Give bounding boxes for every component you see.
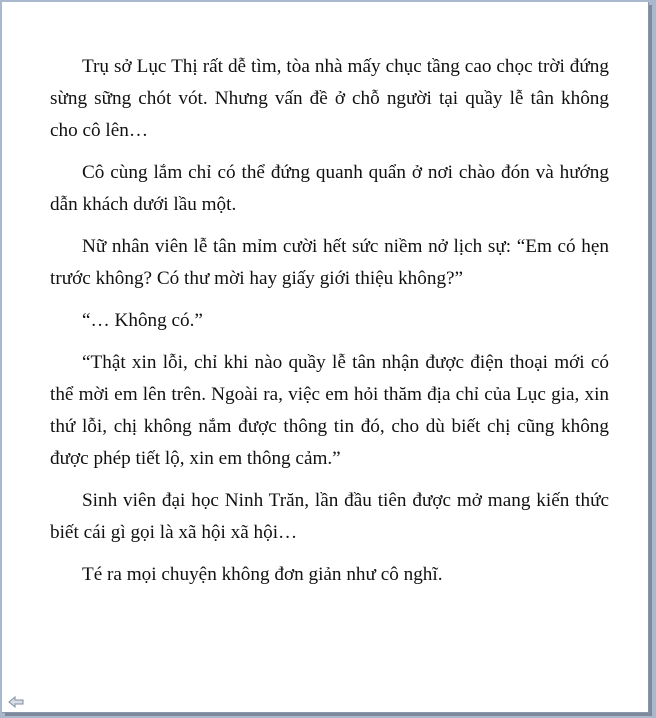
paragraph: Cô cùng lắm chỉ có thể đứng quanh quẩn ở nơi chào đón và hướng dẫn khách dưới lầu một. bbox=[50, 162, 609, 215]
paragraph: Sinh viên đại học Ninh Trăn, lần đầu tiên được mở mang kiến thức biết cái gì gọi là xã hội xã hội… bbox=[50, 490, 609, 543]
document-page bbox=[2, 2, 649, 713]
document-body bbox=[50, 51, 609, 601]
paragraph: Trụ sở Lục Thị rất dễ tìm, tòa nhà mấy chục tầng cao chọc trời đứng sừng sững chót vót. Nhưng vấn đề ở chỗ người tại quầy lễ tân không cho cô lên… bbox=[50, 56, 609, 141]
paragraph: Té ra mọi chuyện không đơn giản như cô nghĩ. bbox=[82, 564, 443, 585]
paragraph: “… Không có.” bbox=[82, 310, 203, 331]
paragraph: “Thật xin lỗi, chỉ khi nào quầy lễ tân nhận được điện thoại mới có thể mời em lên trên. Ngoài ra, việc em hỏi thăm địa chỉ của Lục gia, xin thứ lỗi, chị không nắm được thông tin đó, cho dù biết chị cũng không được phép tiết lộ, xin em thông cảm.” bbox=[50, 352, 609, 469]
paragraph: Nữ nhân viên lễ tân mỉm cười hết sức niềm nở lịch sự: “Em có hẹn trước không? Có thư mời hay giấy giới thiệu không?” bbox=[50, 236, 609, 289]
left-arrow-icon[interactable] bbox=[8, 696, 24, 708]
